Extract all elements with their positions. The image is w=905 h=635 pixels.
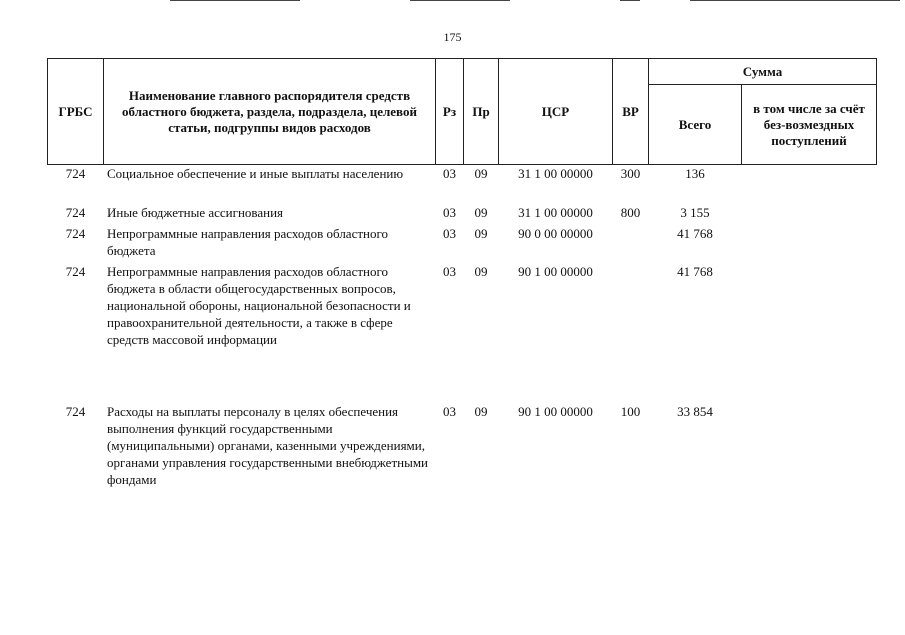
table-row: [48, 403, 877, 493]
cell-csr: 90 0 00 00000: [518, 225, 593, 241]
table-row: [48, 165, 877, 204]
table-row: [48, 225, 877, 263]
scan-artifact-top-far-right: [690, 0, 900, 1]
cell-grbs: 724: [65, 225, 86, 241]
header-free: в том числе за счёт без-возмездных поступлений: [742, 85, 877, 165]
cell-free: [742, 165, 877, 204]
cell-total: 41 768: [677, 263, 713, 279]
header-pr: Пр: [464, 59, 499, 165]
cell-total: 33 854: [677, 403, 713, 419]
cell-name: Социальное обеспечение и иные выплаты населению: [107, 166, 404, 181]
cell-rz: 03: [443, 166, 456, 181]
scan-artifact-top-middle: [410, 0, 510, 1]
cell-csr: 31 1 00 00000: [518, 204, 593, 220]
header-csr: ЦСР: [499, 59, 613, 165]
cell-rz: 03: [443, 225, 456, 241]
cell-free: [742, 204, 877, 225]
header-total: Всего: [649, 85, 742, 165]
cell-grbs: 724: [65, 204, 86, 220]
cell-grbs: 724: [65, 403, 86, 419]
cell-name: Непрограммные направления расходов областного бюджета в области общегосударственных вопросов, национальной обороны, национальной безопасности и правоохранительной деятельности, а также в сфере средств массовой информации: [107, 263, 411, 347]
scan-artifact-top-left: [170, 0, 300, 1]
cell-free: [742, 225, 877, 263]
cell-rz: 03: [443, 263, 456, 279]
header-grbs: ГРБС: [48, 59, 104, 165]
scan-artifact-top-right: [620, 0, 640, 1]
cell-vr: 800: [620, 204, 641, 220]
cell-pr: 09: [474, 403, 488, 419]
cell-csr: 31 1 00 00000: [518, 166, 593, 181]
cell-rz: 03: [443, 403, 456, 419]
cell-pr: 09: [474, 263, 488, 279]
header-name: Наименование главного распорядителя средств областного бюджета, раздела, подраздела, целевой статьи, подгруппы видов расходов: [104, 59, 436, 165]
cell-pr: 09: [474, 225, 488, 241]
cell-rz: 03: [443, 204, 456, 220]
cell-grbs: 724: [65, 166, 86, 181]
cell-vr: 300: [620, 166, 641, 181]
page-number: 175: [443, 30, 462, 44]
cell-free: [742, 263, 877, 403]
cell-total: 3 155: [680, 204, 710, 220]
header-sum: Сумма: [649, 59, 877, 85]
cell-grbs: 724: [65, 263, 86, 279]
cell-pr: 09: [474, 204, 488, 220]
budget-table: [47, 58, 877, 493]
cell-csr: 90 1 00 00000: [518, 403, 593, 419]
header-rz: Рз: [436, 59, 464, 165]
cell-pr: 09: [474, 166, 488, 181]
cell-total: 136: [685, 166, 705, 181]
cell-free: [742, 403, 877, 493]
cell-total: 41 768: [677, 225, 713, 241]
cell-vr: [613, 263, 649, 403]
cell-name: Иные бюджетные ассигнования: [107, 204, 284, 220]
cell-name: Непрограммные направления расходов областного бюджета: [107, 225, 388, 258]
cell-name: Расходы на выплаты персоналу в целях обеспечения выполнения функций государственными (муниципальными) органами, казенными учреждениями, органами управления государственными внебюджетными фондами: [107, 403, 429, 487]
cell-vr: [613, 225, 649, 263]
header-vr: ВР: [613, 59, 649, 165]
table-row: [48, 204, 877, 225]
cell-csr: 90 1 00 00000: [518, 263, 593, 279]
cell-vr: 100: [620, 403, 641, 419]
table-row: [48, 263, 877, 403]
